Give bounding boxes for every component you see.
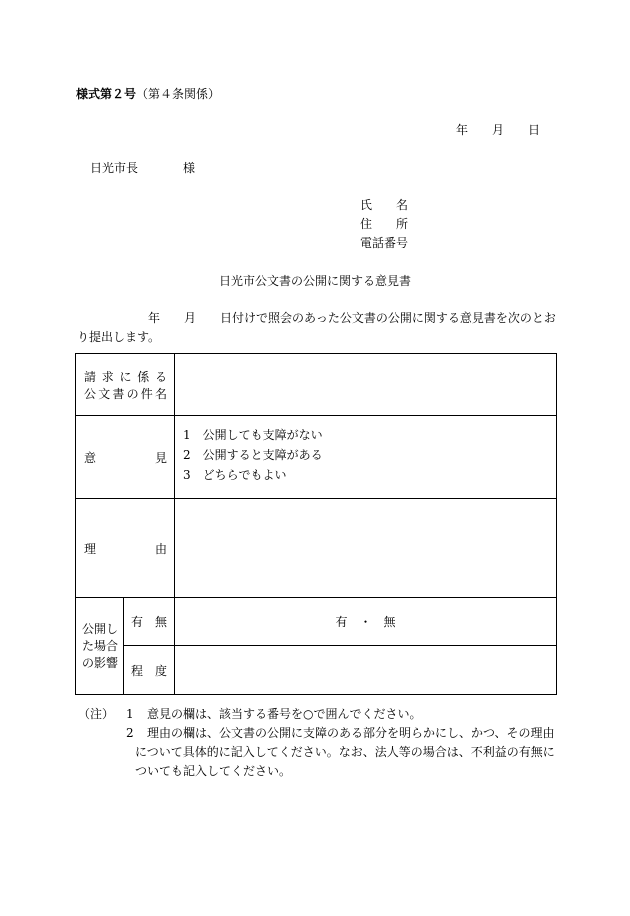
opinion-label-1: 意 xyxy=(84,450,97,465)
date-day: 日 xyxy=(528,123,541,137)
form-header xyxy=(76,87,220,101)
date-year: 年 xyxy=(456,123,469,137)
opinion-label-2: 見 xyxy=(154,450,167,465)
impact-label-3: の影響 xyxy=(82,655,119,670)
note-1-num: 1 xyxy=(126,707,134,721)
intro-year: 年 xyxy=(148,311,161,325)
reason-label-cell xyxy=(76,499,175,598)
subject-value-cell[interactable] xyxy=(175,354,557,416)
reason-label-1: 理 xyxy=(84,541,97,556)
impact-degree-row xyxy=(76,646,557,695)
opinion-option-3[interactable]: 3 どちらでもよい xyxy=(183,468,287,482)
opinion-option-2[interactable]: 2 公開すると支障がある xyxy=(183,448,323,462)
impact-label-cell xyxy=(76,598,124,695)
note-2-line-3: ついても記入してください。 xyxy=(135,764,292,778)
notes-label: （注） xyxy=(78,707,115,721)
note-2-num: 2 xyxy=(126,726,134,740)
presence-value[interactable]: 有 ・ 無 xyxy=(175,598,557,646)
sender-phone-label: 電話番号 xyxy=(360,236,409,250)
opinion-options-cell xyxy=(175,416,557,499)
presence-label: 有 無 xyxy=(124,598,175,646)
degree-value-cell[interactable] xyxy=(175,646,557,695)
reason-value-cell[interactable] xyxy=(175,499,557,598)
addressee-name: 日光市長 xyxy=(90,161,139,175)
intro-month: 月 xyxy=(184,311,197,325)
note-1-text: 意見の欄は、該当する番号を○で囲んでください。 xyxy=(147,707,422,721)
subject-label-line-2: 公 文 書 の 件 名 xyxy=(84,386,167,401)
note-2-line-1: 理由の欄は、公文書の公開に支障のある部分を明らかにし、かつ、その理由 xyxy=(147,726,555,740)
document-title: 日光市公文書の公開に関する意見書 xyxy=(218,274,411,288)
subject-label-cell xyxy=(76,354,175,416)
addressee-honorific: 様 xyxy=(183,161,196,175)
subject-label-line-1: 請 求 に 係 る xyxy=(84,369,167,384)
opinion-option-1[interactable]: 1 公開しても支障がない xyxy=(183,428,323,442)
opinion-row xyxy=(76,416,557,499)
reason-row xyxy=(76,499,557,598)
date-month: 月 xyxy=(492,123,505,137)
impact-presence-row xyxy=(76,598,557,646)
impact-label-2: た場合 xyxy=(82,638,119,653)
form-relation: （第４条関係） xyxy=(136,87,221,101)
note-2-line-2: について具体的に記入してください。なお、法人等の場合は、不利益の有無に xyxy=(135,745,555,759)
impact-label-1: 公開し xyxy=(82,621,119,636)
form-number: 様式第２号 xyxy=(76,87,137,101)
subject-row xyxy=(76,354,557,416)
sender-name-label: 氏 名 xyxy=(360,198,409,212)
degree-label: 程 度 xyxy=(124,646,175,695)
reason-label-2: 由 xyxy=(154,541,167,556)
opinion-form-table xyxy=(75,353,557,695)
intro-line-2: り提出します。 xyxy=(77,330,161,344)
intro-line-1: 日付けで照会のあった公文書の公開に関する意見書を次のとお xyxy=(220,311,556,325)
opinion-label-cell xyxy=(76,416,175,499)
sender-address-label: 住 所 xyxy=(360,217,409,231)
